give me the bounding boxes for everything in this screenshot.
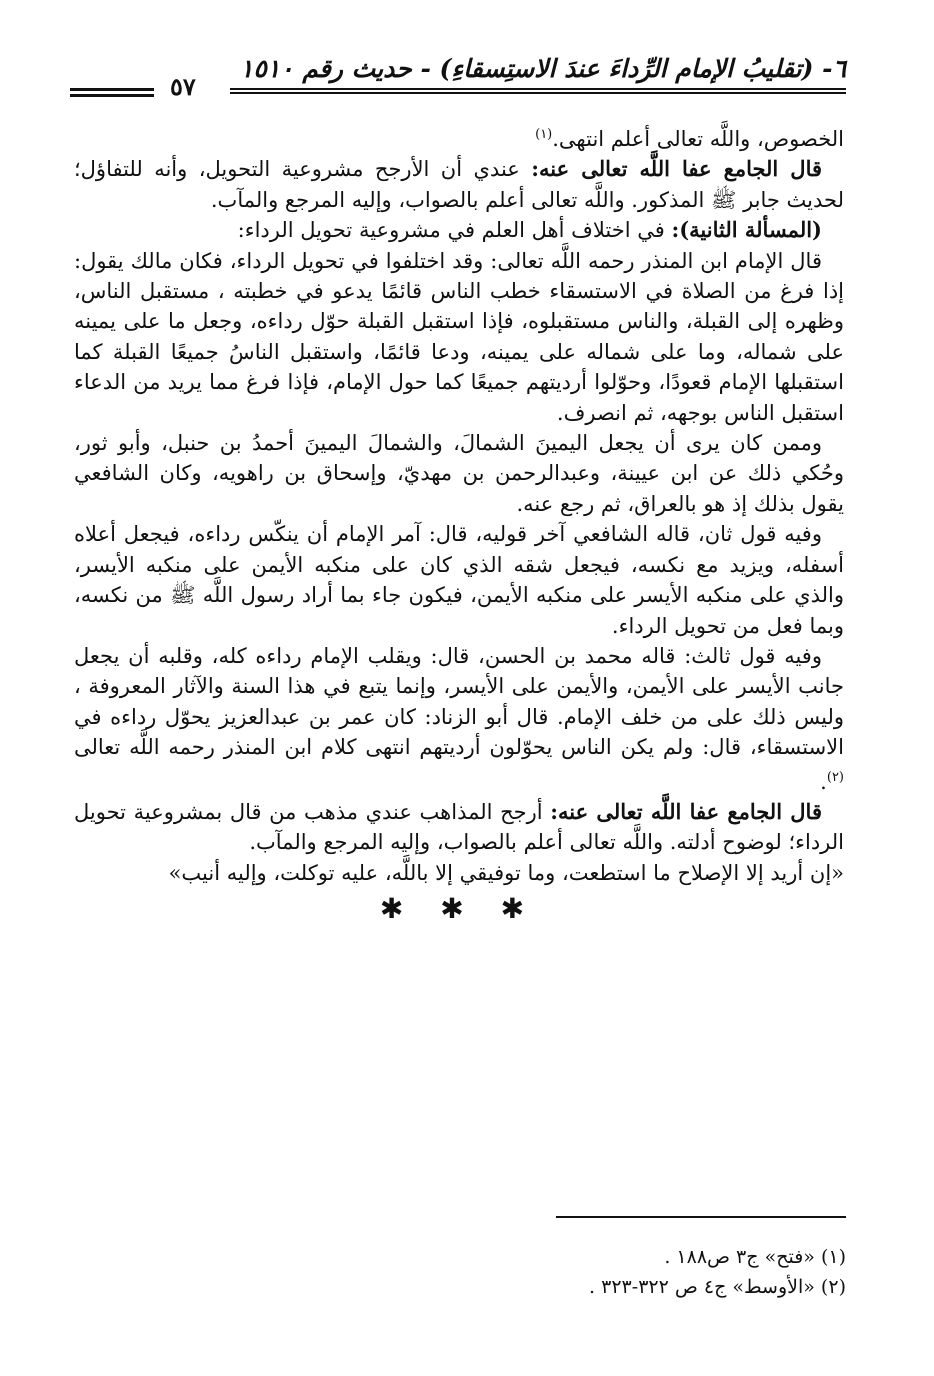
paragraph: وممن كان يرى أن يجعل اليمينَ الشمالَ، والشمالَ اليمينَ أحمدُ بن حنبل، وأبو ثور، وحُكي ذلك عن ابن عيينة، وعبدالرحمن بن مهديّ، وإسحاق بن راهويه، وكان الشافعي يقول بذلك إذ هو بالعراق، ثم رجع عنه. bbox=[74, 431, 844, 516]
paragraph: قال الجامع عفا اللَّه تعالى عنه: عندي أن الأرجح مشروعية التحويل، وأنه للتفاؤل؛ لحديث جابر ﷺ المذكور. واللَّه تعالى أعلم بالصواب، وإليه المرجع والمآب. bbox=[74, 156, 844, 212]
footnote-2: (٢) «الأوسط» ج٤ ص ٣٢٢-٣٢٣ . bbox=[589, 1276, 846, 1298]
paragraph: قال الإمام ابن المنذر رحمه اللَّه تعالى: وقد اختلفوا في تحويل الرداء، فكان مالك يقول: إذا فرغ من الصلاة في الاستسقاء خطب الناس قائمًا يدعو في خطبته ، مستقبل الناس، وظهره إلى القبلة، والناس مستقبلوه، فإذا استقبل القبلة حوّل رداءه، وجعل ما على يمينه على شماله، وما على شماله على يمينه، ودعا قائمًا، واستقبل الناسُ جميعًا القبلة كما استقبلها الإمام قعودًا، وحوّلوا أرديتهم جميعًا كما حول الإمام، فإذا فرغ مما يريد من الدعاء استقبل الناس بوجهه، ثم انصرف. bbox=[74, 248, 844, 425]
footnote-1: (١) «فتح» ج٣ ص١٨٨ . bbox=[664, 1246, 846, 1268]
paragraph: وفيه قول ثان، قاله الشافعي آخر قوليه، قال: آمر الإمام أن ينكّس رداءه، فيجعل أعلاه أسفله، ويزيد مع نكسه، فيجعل شقه الذي كان على منكبه الأيمن على منكبه الأيسر، والذي على منكبه الأيسر على منكبه الأيمن، فيكون جاء بما أراد رسول اللَّه ﷺ من نكسه، وبما فعل من تحويل الرداء. bbox=[74, 522, 844, 638]
running-title: ٦- (تقليبُ الإمام الرِّداءَ عندَ الاستِسقاءِ) - حديث رقم ١٥١٠ bbox=[239, 54, 846, 83]
left-rule-top bbox=[70, 88, 154, 91]
footnote-rule bbox=[556, 1216, 846, 1218]
paragraph: وفيه قول ثالث: قاله محمد بن الحسن، قال: ويقلب الإمام رداءه كله، وقلبه أن يجعل جانب الأيسر على الأيمن، والأيمن على الأيسر، وإنما يتبع في هذا السنة والآثار المعروفة ، وليس ذلك على من خلف الإمام. قال أبو الزناد: كان عمر بن عبدالعزيز يحوّل رداءه في الاستسقاء، قال: ولم يكن الناس يحوّلون أرديتهم انتهى كلام ابن المنذر رحمه اللَّه تعالى $^{(٢)}$. bbox=[74, 643, 844, 794]
paragraph: (المسألة الثانية): في اختلاف أهل العلم في مشروعية تحويل الرداء: bbox=[237, 217, 822, 243]
footnotes bbox=[74, 1242, 846, 1302]
section-separator: ✱ ✱ ✱ bbox=[379, 892, 539, 926]
paragraph: «إن أريد إلا الإصلاح ما استطعت، وما توفيقي إلا باللَّه، عليه توكلت، وإليه أنيب» bbox=[168, 860, 844, 885]
paragraph: قال الجامع عفا اللَّه تعالى عنه: أرجح المذاهب عندي مذهب من قال بمشروعية تحويل الرداء؛ لوضوح أدلته. واللَّه تعالى أعلم بالصواب، وإليه المرجع والمآب. bbox=[74, 798, 844, 855]
paragraph: الخصوص، واللَّه تعالى أعلم انتهى.$^{(١)}$ bbox=[535, 127, 844, 151]
main-text bbox=[74, 120, 844, 925]
paragraph-lead: قال الجامع عفا اللَّه تعالى عنه: bbox=[531, 156, 823, 182]
header-rule-double bbox=[230, 92, 846, 94]
footnote-ref[interactable]: (٢) bbox=[826, 769, 844, 785]
page-header bbox=[70, 52, 846, 104]
paragraph-lead: قال الجامع عفا اللَّه تعالى عنه: bbox=[550, 798, 822, 824]
left-rule-bottom bbox=[70, 94, 154, 97]
paragraph-lead: (المسألة الثانية): bbox=[671, 217, 822, 243]
page-number: ٥٧ bbox=[170, 72, 196, 101]
footnote-ref[interactable]: (١) bbox=[535, 127, 553, 142]
header-rule bbox=[230, 88, 846, 90]
